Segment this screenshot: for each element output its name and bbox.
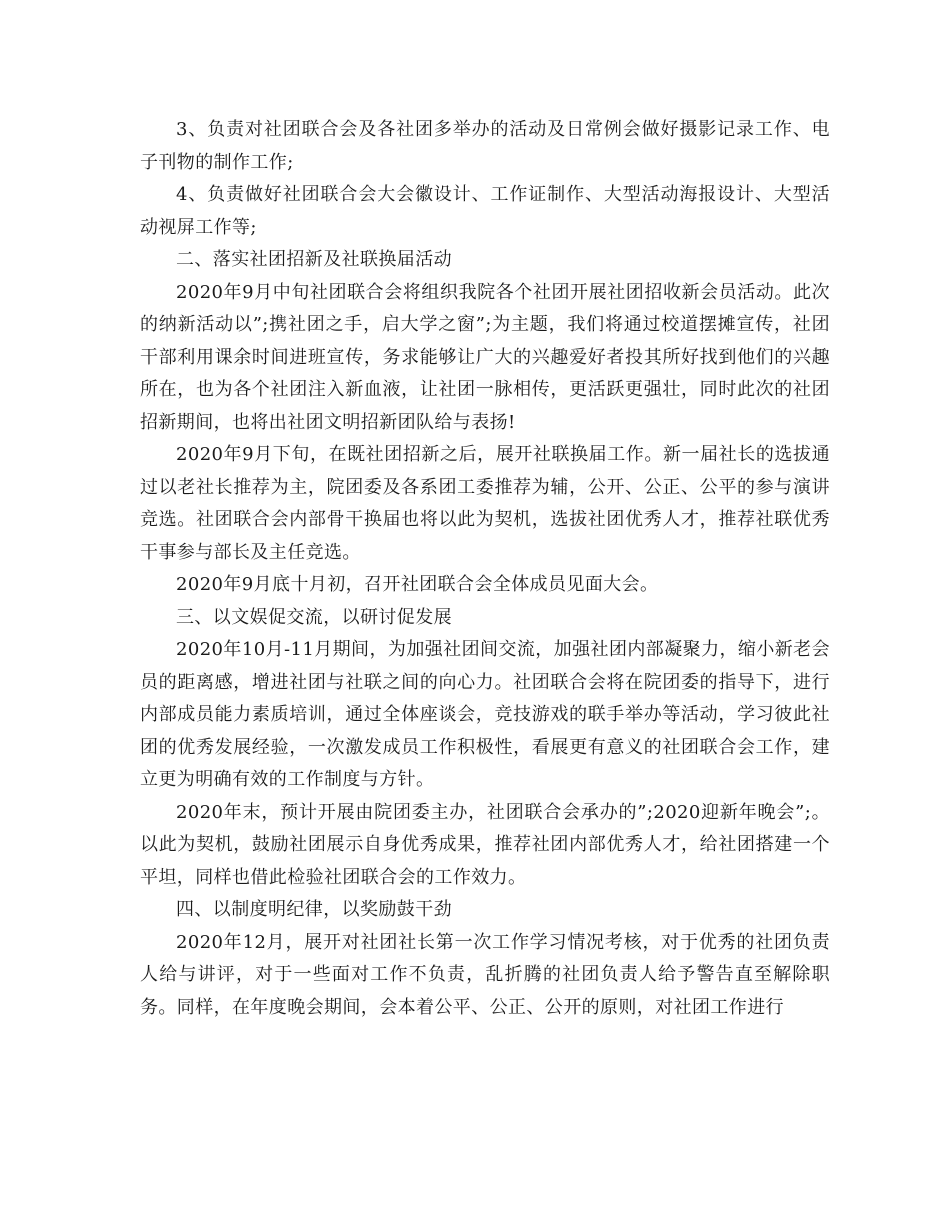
paragraph-election: 2020年9月下旬，在既社团招新之后，展开社联换届工作。新一届社长的选拔通过以老社长推荐为主，院团委及各系团工委推荐为辅，公开、公正、公平的参与演讲竞选。社团联合会内部骨干换届也将以此为契机，选拔社团优秀人才，推荐社联优秀干事参与部长及主任竞选。 <box>140 444 830 563</box>
paragraph-assessment: 2020年12月，展开对社团社长第一次工作学习情况考核，对于优秀的社团负责人给与讲评，对于一些面对工作不负责，乱折腾的社团负责人给予警告直至解除职务。同样，在年度晚会期间，会本着公平、公正、公开的原则，对社团工作进行 <box>140 931 830 1018</box>
section-heading-3: 三、以文娱促交流，以研讨促发展 <box>176 606 452 628</box>
document-body <box>140 114 830 1024</box>
section-heading-2: 二、落实社团招新及社联换届活动 <box>176 249 452 270</box>
paragraph-meeting: 2020年9月底十月初，召开社团联合会全体成员见面大会。 <box>176 574 659 595</box>
paragraph-recruitment: 2020年9月中旬社团联合会将组织我院各个社团开展社团招收新会员活动。此次的纳新活动以”;携社团之手，启大学之窗”;为主题，我们将通过校道摆摊宣传，社团干部利用课余时间进班宣传，务求能够让广大的兴趣爱好者投其所好找到他们的兴趣所在，也为各个社团注入新血液，让社团一脉相传，更活跃更强壮，同时此次的社团招新期间，也将出社团文明招新团队给与表扬! <box>140 281 830 433</box>
paragraph-new-year-gala: 2020年末，预计开展由院团委主办，社团联合会承办的”;2020迎新年晚会”;。以此为契机，鼓励社团展示自身优秀成果，推荐社团内部优秀人才，给社团搭建一个平坦，同样也借此检验社团联合会的工作效力。 <box>140 801 830 888</box>
paragraph-duty-3: 3、负责对社团联合会及各社团多举办的活动及日常例会做好摄影记录工作、电子刊物的制作工作; <box>140 119 830 173</box>
paragraph-duty-4: 4、负责做好社团联合会大会徽设计、工作证制作、大型活动海报设计、大型活动视屏工作等; <box>140 184 830 238</box>
section-heading-4: 四、以制度明纪律，以奖励鼓干劲 <box>176 899 452 920</box>
paragraph-exchange: 2020年10月-11月期间，为加强社团间交流，加强社团内部凝聚力，缩小新老会员的距离感，增进社团与社联之间的向心力。社团联合会将在院团委的指导下，进行内部成员能力素质培训，通过全体座谈会，竞技游戏的联手举办等活动，学习彼此社团的优秀发展经验，一次激发成员工作积极性，看展更有意义的社团联合会工作，建立更为明确有效的工作制度与方针。 <box>140 639 830 790</box>
